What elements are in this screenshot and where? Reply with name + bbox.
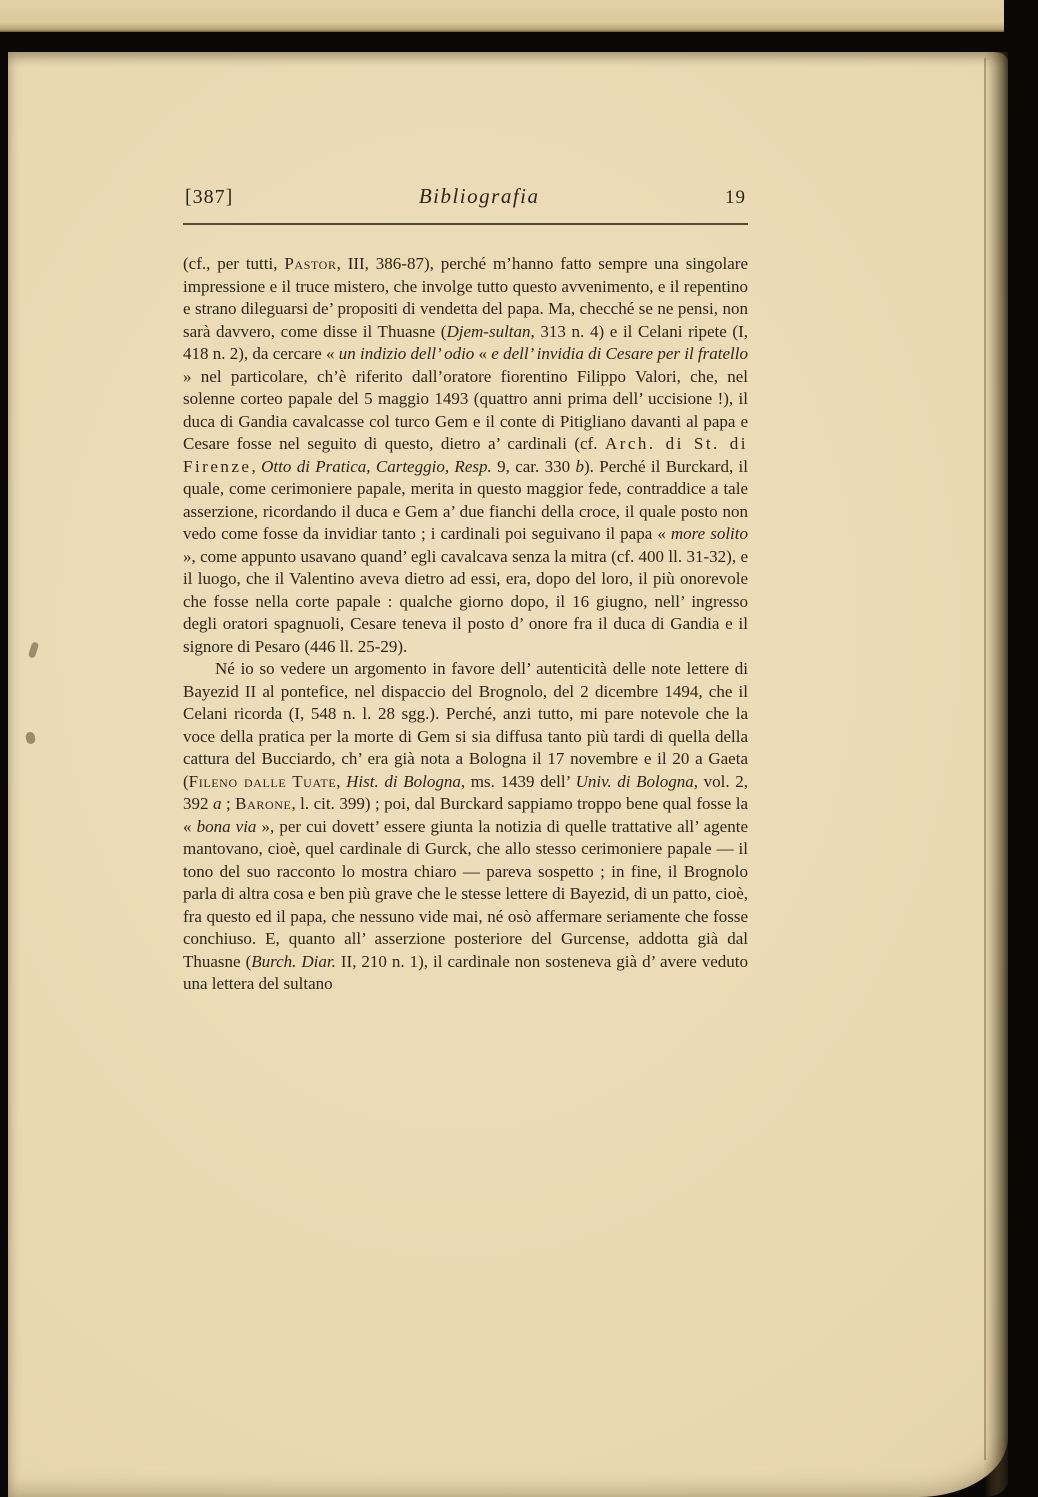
text-segment: , ms. 1439 dell’: [460, 771, 576, 791]
text-segment: Burch. Diar.: [251, 951, 336, 971]
paragraph: [183, 658, 748, 996]
text-segment: a: [212, 794, 222, 813]
text-segment: ,: [336, 771, 347, 791]
margin-mark: [25, 731, 36, 745]
page-signature: [387]: [185, 186, 234, 208]
text-segment: ). Perché il Burckard, il quale, come cerimoniere papale, merita in questo maggior fede, contraddice a tale asserzione, ricordando il duca e Gem a’ due fianchi della croce, il quale posto non vedo come fosse da invidiar tanto ; i cardinali poi seguivano il papa «: [183, 456, 749, 543]
text-segment: Pastor: [284, 254, 337, 273]
text-segment: more solito: [670, 524, 748, 543]
text-segment: un indizio dell’ odio: [338, 344, 475, 363]
adjacent-page-edge: [0, 0, 1004, 32]
text-segment: (cf., per tutti,: [183, 254, 285, 273]
text-segment: » nel particolare, ch’è riferito dall’oratore fiorentino Filippo Valori, che, nel solenne corteo papale del 5 maggio 1493 (quattro anni prima dell’ uccisione !), il duca di Gandia cavalcasse col turco Gem e il conte di Pitigliano davanti al papa e Cesare fosse nel seguito di questo, dietro a’ cardinali (cf.: [183, 366, 748, 453]
text-segment: ,: [251, 456, 262, 476]
page-number: 19: [724, 187, 746, 208]
text-segment: bona via: [196, 816, 257, 836]
text-segment: Né io so vedere un argomento in favore dell’ autenticità delle note lettere di Bayezid II al pontefice, nel dispaccio del Brognolo, del 2 dicembre 1494, che il Celani ricorda (I, 548 n. l. 28 sgg.). Perché, anzi tutto, mi pare notevole che la voce della pratica per la morte di Gem si sia diffusa tanto più tardi di quella della cattura del Bucciardo, ch’ era già nota a Bologna il 17 novembre e il 20 a Gaeta (: [183, 659, 748, 791]
text-segment: Otto di Pratica, Carteggio, Resp.: [261, 456, 492, 476]
text-segment: ;: [221, 794, 236, 813]
paragraph: [183, 253, 748, 658]
text-segment: b: [575, 456, 584, 476]
text-segment: 9, car. 330: [491, 456, 576, 476]
page-header: [183, 184, 748, 209]
page-stack-edge: [984, 52, 1008, 1497]
text-segment: e dell’ invidia di Cesare per il fratello: [491, 344, 748, 363]
body-text: [183, 253, 748, 996]
text-segment: , vol. 2, 392: [183, 771, 749, 813]
text-segment: Univ. di Bologna: [575, 771, 694, 791]
text-segment: Barone: [235, 794, 292, 813]
header-rule: [183, 223, 748, 225]
text-segment: , 313 n. 4) e il Celani ripete (I, 418 n. 2), da cercare «: [183, 321, 748, 363]
text-segment: », per cui dovett’ essere giunta la notizia di quelle trattative all’ agente mantovano, cioè, quel cardinale di Gurck, che allo stesso cerimoniere papale — il tono del suo racconto lo mostra chiaro — pareva sospetto ; in fine, il Brognolo parla di altra cosa e ben più grave che le stesse lettere di Bayezid, di un patto, cioè, fra questo ed il papa, che nessuno vide mai, né osò affermare seriamente che fosse conchiuso. E, quanto all’ asserzione posteriore del Gurcense, addotta già dal Thuasne (: [183, 816, 748, 971]
text-segment: Fileno dalle Tuate: [188, 771, 337, 791]
page: [8, 52, 1008, 1497]
running-title: Bibliografia: [418, 184, 540, 208]
page-content: [183, 184, 748, 996]
text-segment: Arch. di St. di Firenze: [183, 434, 748, 476]
text-segment: Hist. di Bologna: [346, 771, 461, 791]
text-segment: «: [474, 344, 492, 363]
text-segment: , l. cit. 399) ; poi, dal Burckard sappiamo troppo bene qual fosse la «: [183, 794, 749, 836]
text-segment: , III, 386-87), perché m’hanno fatto sempre una singolare impressione e il truce mistero, che involge tutto questo avvenimento, e il repentino e strano dileguarsi de’ propositi di vendetta del papa. Ma, checché se ne pensi, non sarà davvero, come disse il Thuasne (: [183, 254, 749, 341]
text-segment: II, 210 n. 1), il cardinale non sosteneva già d’ avere veduto una lettera del sultano: [183, 951, 748, 993]
text-segment: », come appunto usavano quand’ egli cavalcava senza la mitra (cf. 400 ll. 31-32), e il luogo, che il Valentino aveva dietro ad essi, era, dopo del loro, il più onorevole che fosse nella corte papale : qualche giorno dopo, il 16 giugno, nell’ ingresso degli oratori spagnuoli, Cesare teneva il posto d’ onore fra il duca di Gandia e il signore di Pesaro (446 ll. 25-29).: [183, 546, 748, 656]
margin-mark: [28, 641, 40, 658]
text-segment: Djem-sultan: [446, 321, 531, 341]
